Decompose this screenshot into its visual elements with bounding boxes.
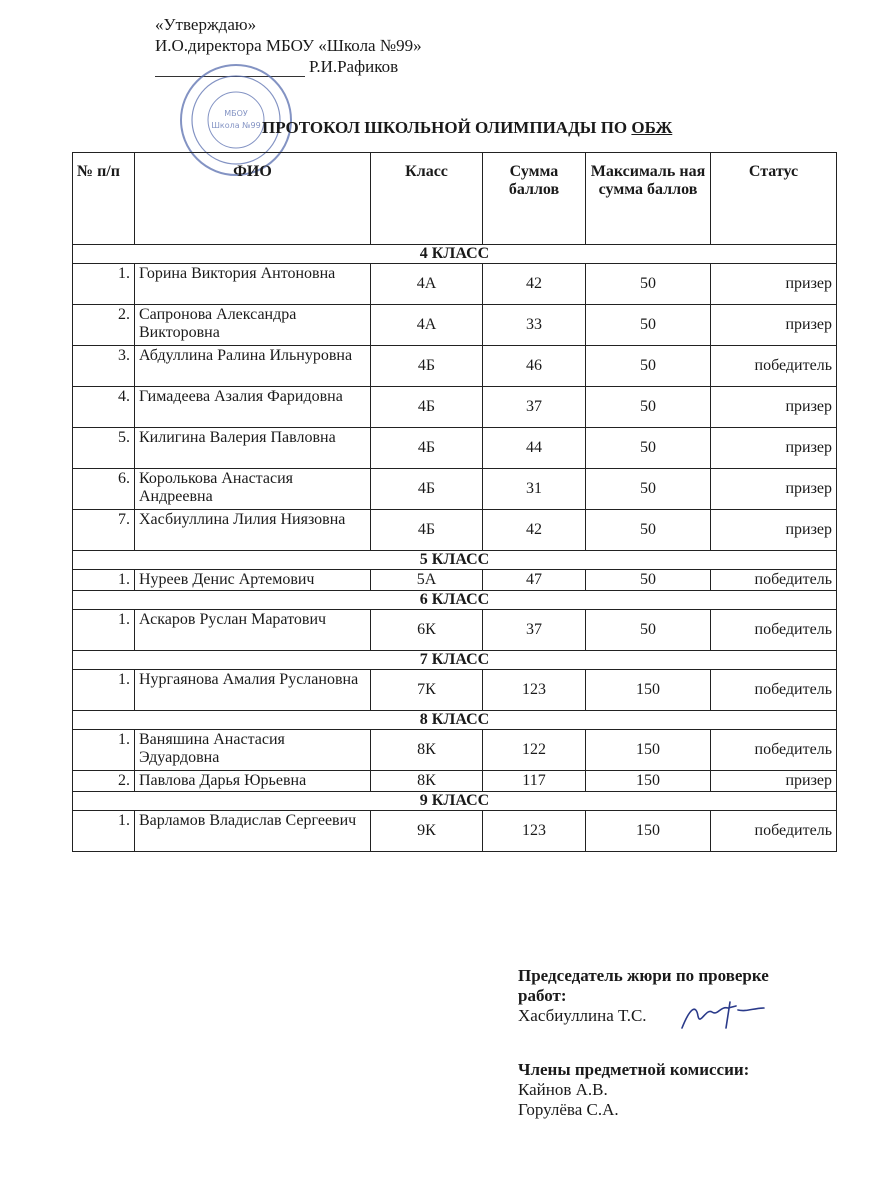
results-table <box>72 152 837 852</box>
status-cell: победитель <box>711 670 837 711</box>
student-name: Королькова Анастасия Андреевна <box>135 469 371 510</box>
student-name: Аскаров Руслан Маратович <box>135 610 371 651</box>
class-cell: 4А <box>371 264 483 305</box>
row-number: 1. <box>73 670 135 711</box>
section-row <box>73 651 837 670</box>
class-cell: 4Б <box>371 428 483 469</box>
score-cell: 42 <box>483 510 586 551</box>
class-cell: 4Б <box>371 387 483 428</box>
max-score-cell: 50 <box>586 346 711 387</box>
class-cell: 4Б <box>371 469 483 510</box>
max-score-cell: 50 <box>586 305 711 346</box>
title-subject: ОБЖ <box>631 118 673 137</box>
student-name: Горина Виктория Антоновна <box>135 264 371 305</box>
max-score-cell: 50 <box>586 387 711 428</box>
header-num: № п/п <box>73 153 135 245</box>
row-number: 1. <box>73 730 135 771</box>
row-number: 1. <box>73 610 135 651</box>
student-name: Павлова Дарья Юрьевна <box>135 771 371 792</box>
table-row <box>73 811 837 852</box>
student-name: Килигина Валерия Павловна <box>135 428 371 469</box>
page-title <box>262 118 672 138</box>
title-prefix: ПРОТОКОЛ ШКОЛЬНОЙ ОЛИМПИАДЫ ПО <box>262 118 632 137</box>
max-score-cell: 50 <box>586 469 711 510</box>
row-number: 1. <box>73 811 135 852</box>
section-title: 9 КЛАСС <box>73 792 837 811</box>
max-score-cell: 150 <box>586 771 711 792</box>
status-cell: победитель <box>711 570 837 591</box>
table-row <box>73 264 837 305</box>
jury-block <box>518 966 818 1026</box>
max-score-cell: 50 <box>586 264 711 305</box>
row-number: 3. <box>73 346 135 387</box>
student-name: Гимадеева Азалия Фаридовна <box>135 387 371 428</box>
score-cell: 44 <box>483 428 586 469</box>
row-number: 6. <box>73 469 135 510</box>
table-row <box>73 730 837 771</box>
row-number: 2. <box>73 305 135 346</box>
score-cell: 46 <box>483 346 586 387</box>
status-cell: победитель <box>711 811 837 852</box>
section-title: 6 КЛАСС <box>73 591 837 610</box>
max-score-cell: 50 <box>586 570 711 591</box>
table-row <box>73 469 837 510</box>
class-cell: 4Б <box>371 510 483 551</box>
section-row <box>73 591 837 610</box>
section-title: 7 КЛАСС <box>73 651 837 670</box>
score-cell: 47 <box>483 570 586 591</box>
table-row <box>73 570 837 591</box>
section-row <box>73 551 837 570</box>
status-cell: призер <box>711 469 837 510</box>
table-row <box>73 610 837 651</box>
score-cell: 37 <box>483 387 586 428</box>
table-row <box>73 346 837 387</box>
row-number: 7. <box>73 510 135 551</box>
status-cell: призер <box>711 428 837 469</box>
table-row <box>73 670 837 711</box>
max-score-cell: 150 <box>586 670 711 711</box>
class-cell: 7К <box>371 670 483 711</box>
max-score-cell: 50 <box>586 510 711 551</box>
student-name: Ваняшина Анастасия Эдуардовна <box>135 730 371 771</box>
max-score-cell: 50 <box>586 428 711 469</box>
row-number: 5. <box>73 428 135 469</box>
row-number: 4. <box>73 387 135 428</box>
section-row <box>73 792 837 811</box>
table-row <box>73 428 837 469</box>
row-number: 1. <box>73 264 135 305</box>
score-cell: 33 <box>483 305 586 346</box>
status-cell: победитель <box>711 730 837 771</box>
table-row <box>73 305 837 346</box>
table-row <box>73 771 837 792</box>
student-name: Хасбиуллина Лилия Ниязовна <box>135 510 371 551</box>
student-name: Сапронова Александра Викторовна <box>135 305 371 346</box>
status-cell: призер <box>711 264 837 305</box>
row-number: 2. <box>73 771 135 792</box>
section-row <box>73 711 837 730</box>
row-number: 1. <box>73 570 135 591</box>
section-row <box>73 245 837 264</box>
table-body <box>73 245 837 852</box>
score-cell: 122 <box>483 730 586 771</box>
score-cell: 31 <box>483 469 586 510</box>
score-cell: 42 <box>483 264 586 305</box>
status-cell: призер <box>711 387 837 428</box>
student-name: Нургаянова Амалия Руслановна <box>135 670 371 711</box>
table-header-row <box>73 153 837 245</box>
class-cell: 8К <box>371 771 483 792</box>
approve-heading: «Утверждаю» <box>155 15 257 34</box>
stamp-school-label: МБОУ <box>224 109 248 118</box>
approve-position: И.О.директора МБОУ «Школа №99» <box>155 36 422 55</box>
score-cell: 37 <box>483 610 586 651</box>
status-cell: призер <box>711 510 837 551</box>
commission-heading: Члены предметной комиссии: <box>518 1060 750 1079</box>
section-title: 8 КЛАСС <box>73 711 837 730</box>
class-cell: 6К <box>371 610 483 651</box>
header-max: Максималь ная сумма баллов <box>586 153 711 245</box>
class-cell: 9К <box>371 811 483 852</box>
table-row <box>73 510 837 551</box>
status-cell: призер <box>711 771 837 792</box>
section-title: 5 КЛАСС <box>73 551 837 570</box>
status-cell: победитель <box>711 346 837 387</box>
commission-member: Кайнов А.В. <box>518 1080 608 1099</box>
signature-icon <box>676 998 766 1034</box>
jury-heading: Председатель жюри по проверке работ: <box>518 966 769 1005</box>
status-cell: призер <box>711 305 837 346</box>
commission-member: Горулёва С.А. <box>518 1100 619 1119</box>
header-status: Статус <box>711 153 837 245</box>
max-score-cell: 150 <box>586 730 711 771</box>
student-name: Нуреев Денис Артемович <box>135 570 371 591</box>
score-cell: 123 <box>483 670 586 711</box>
class-cell: 4Б <box>371 346 483 387</box>
section-title: 4 КЛАСС <box>73 245 837 264</box>
director-name: Р.И.Рафиков <box>309 57 399 76</box>
header-sum: Сумма баллов <box>483 153 586 245</box>
student-name: Варламов Владислав Сергеевич <box>135 811 371 852</box>
max-score-cell: 50 <box>586 610 711 651</box>
commission-block <box>518 1060 749 1120</box>
header-fio: ФИО <box>135 153 371 245</box>
student-name: Абдуллина Ралина Ильнуровна <box>135 346 371 387</box>
stamp-school-name: Школа №99 <box>211 121 261 130</box>
jury-chair: Хасбиуллина Т.С. <box>518 1006 647 1025</box>
class-cell: 8К <box>371 730 483 771</box>
header-class: Класс <box>371 153 483 245</box>
score-cell: 117 <box>483 771 586 792</box>
table-row <box>73 387 837 428</box>
class-cell: 4А <box>371 305 483 346</box>
score-cell: 123 <box>483 811 586 852</box>
max-score-cell: 150 <box>586 811 711 852</box>
class-cell: 5А <box>371 570 483 591</box>
status-cell: победитель <box>711 610 837 651</box>
